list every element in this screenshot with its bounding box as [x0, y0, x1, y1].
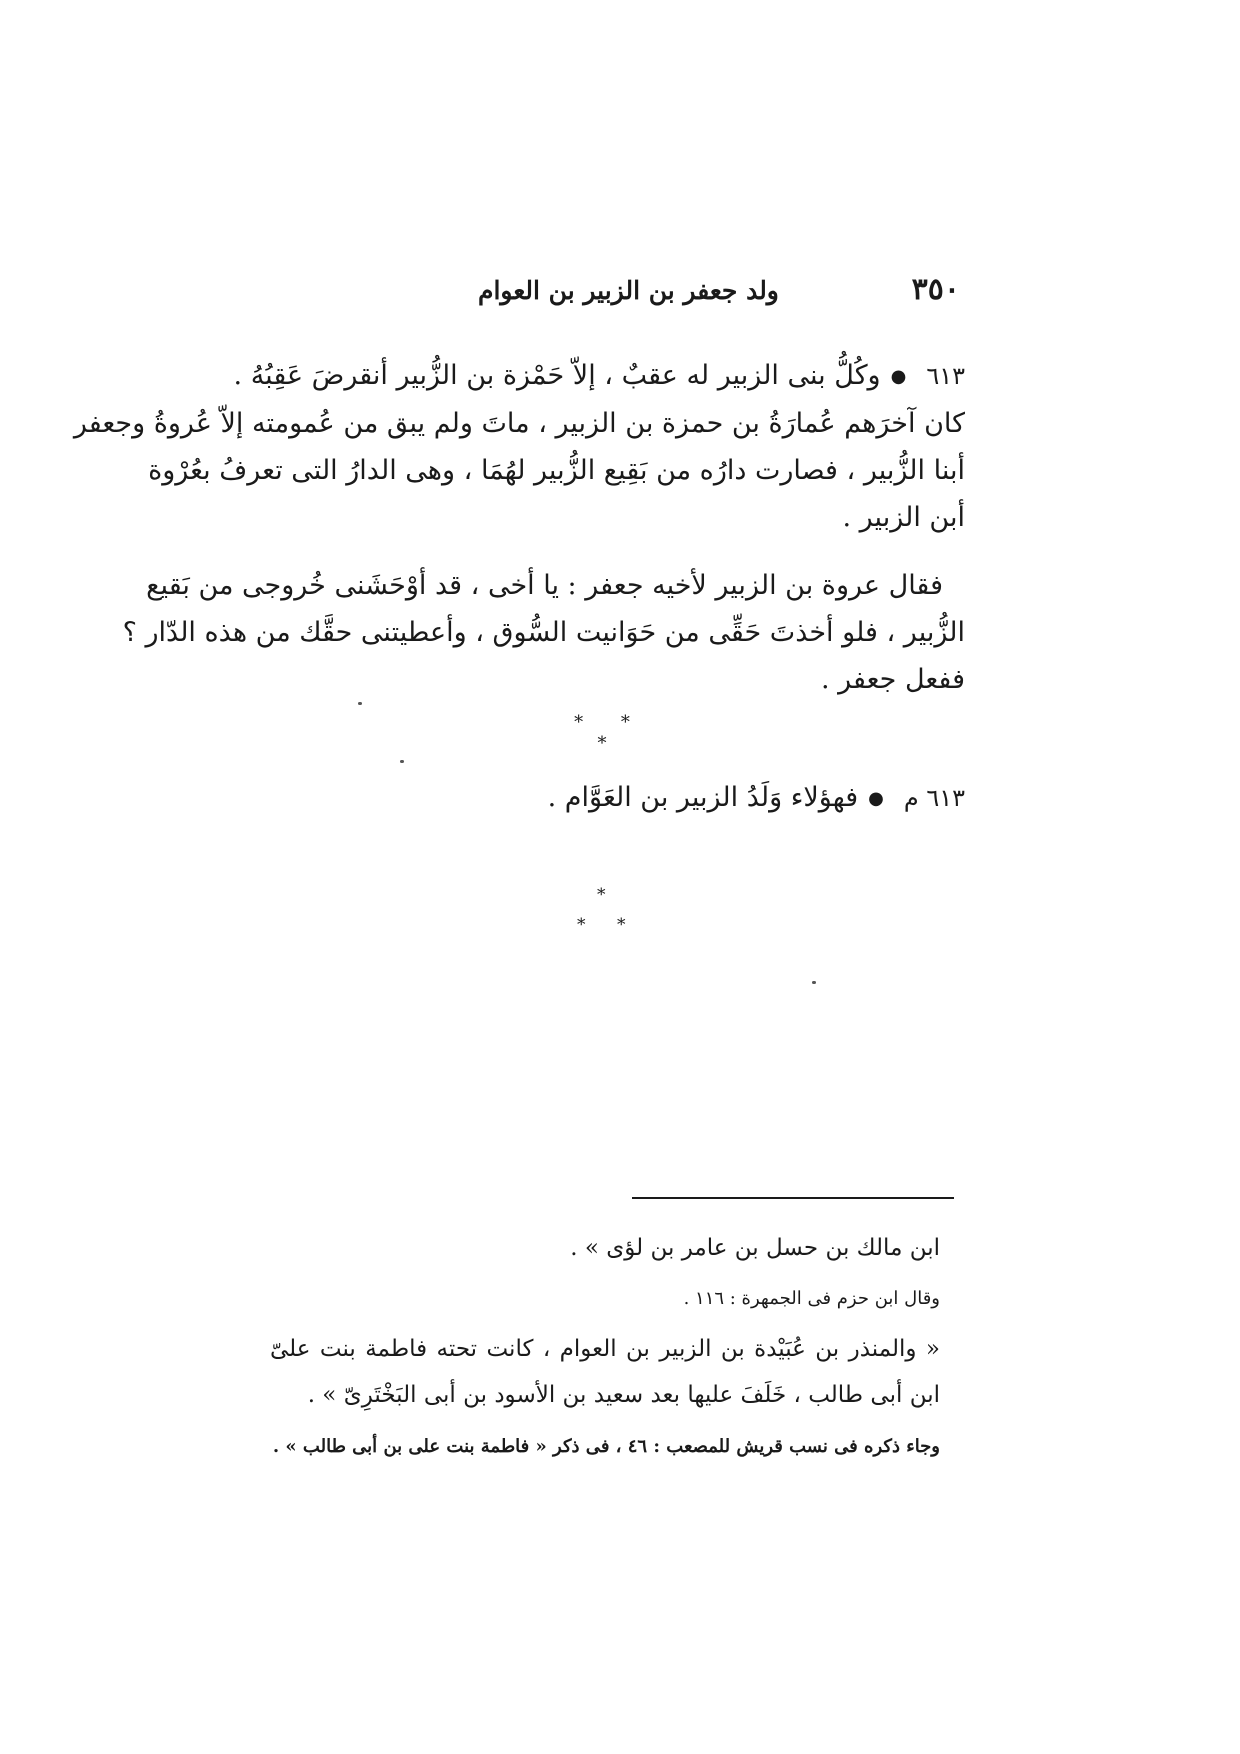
paragraph-line: الزُّبير ، فلو أخذتَ حَقِّى من حَوَانيت السُّوق ، وأعطيتنى حقَّك من هذه الدّار ؟ — [122, 617, 965, 648]
footnote-1: ابن مالك بن حسل بن عامر بن لؤى » . — [570, 1235, 940, 1261]
paragraph-urwa-request — [122, 562, 965, 703]
asterisk-icon: * — [577, 915, 586, 935]
paragraph-613m — [548, 782, 965, 813]
footnote-divider — [632, 1197, 954, 1199]
paragraph-line: ففعل جعفر . — [820, 664, 965, 695]
page-number: ٣٥٠ — [911, 272, 960, 307]
paragraph-613 — [73, 352, 965, 541]
ink-speck — [358, 702, 362, 705]
ink-speck — [400, 760, 404, 763]
paragraph-line: فقال عروة بن الزبير لأخيه جعفر : يا أخى ، قد أوْحَشَنى خُروجى من بَقيع — [146, 570, 943, 601]
bullet-icon: ● — [890, 366, 907, 387]
ink-speck — [812, 981, 816, 984]
footnote-line: « والمنذر بن عُبَيْدة بن الزبير بن العوام ، كانت تحته فاطمة بنت علىّ — [270, 1336, 940, 1362]
paragraph-line: كان آخرَهم عُمارَةُ بن حمزة بن الزبير ، ماتَ ولم يبق من عُمومته إلاّ عُروةُ وجعفر — [73, 408, 965, 439]
footnote-2: وقال ابن حزم فى الجمهرة : ١١٦ . — [683, 1288, 940, 1309]
running-title: ولد جعفر بن الزبير بن العوام — [478, 276, 779, 305]
section-separator: * * * — [574, 712, 646, 754]
paragraph-line-text: وكُلُّ بنى الزبير له عقبٌ ، إلاّ حَمْزة بن الزُّبير أنقرضَ عَقِبُهُ . — [233, 360, 881, 391]
footnote-line: ابن أبى طالب ، خَلَفَ عليها بعد سعيد بن الأسود بن أبى البَخْتَرِىّ » . — [307, 1382, 940, 1408]
footnote-4: وجاء ذكره فى نسب قريش للمصعب : ٤٦ ، فى ذكر « فاطمة بنت على بن أبى طالب » . — [272, 1436, 940, 1457]
end-ornament — [565, 885, 645, 945]
paragraph-text: فهؤلاء وَلَدُ الزبير بن العَوَّام . — [547, 782, 859, 813]
entry-number: ٦١٣ م — [903, 784, 965, 812]
footnote-3 — [270, 1326, 940, 1418]
asterisk-icon: * — [617, 915, 626, 935]
bullet-icon: ● — [868, 788, 884, 809]
asterisk-icon: * — [597, 885, 606, 905]
entry-number: ٦١٣ — [926, 362, 965, 390]
page-header — [470, 272, 960, 318]
paragraph-line — [233, 352, 965, 400]
paragraph-line: أبنا الزُّبير ، فصارت دارُه من بَقِيع الزُّبير لهُمَا ، وهى الدارُ التى تعرفُ بعُرْوة — [148, 455, 965, 486]
paragraph-line: أبن الزبير . — [842, 502, 965, 533]
